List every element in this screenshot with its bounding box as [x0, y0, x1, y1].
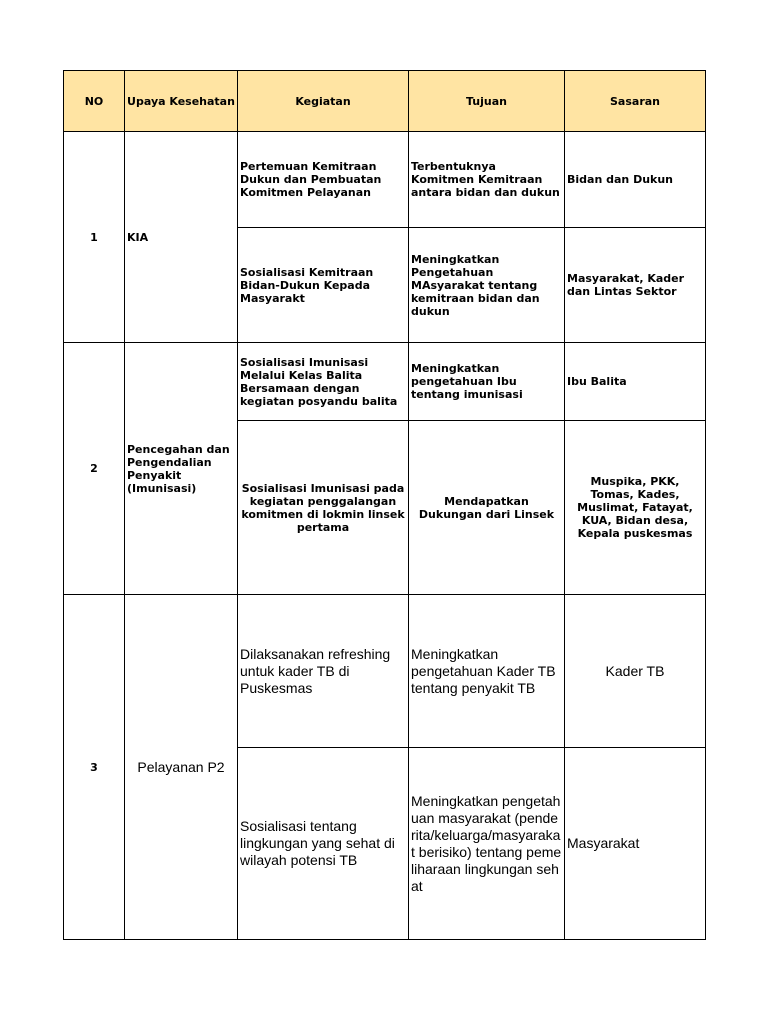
- header-no: NO: [64, 71, 125, 132]
- tujuan-cell: Meningkatkan Pengetahuan MAsyarakat tentang kemitraan bidan dan dukun: [409, 228, 565, 343]
- kegiatan-cell: Sosialisasi tentang lingkungan yang sehat di wilayah potensi TB: [238, 748, 409, 940]
- upaya-kesehatan-cell: KIA: [125, 132, 238, 343]
- tujuan-cell: Meningkatkan pengetahuan masyarakat (penderita/keluarga/masyarakat berisiko) tentang pemeliharaan lingkungan sehat: [409, 748, 565, 940]
- kegiatan-cell: Pertemuan Kemitraan Dukun dan Pembuatan Komitmen Pelayanan: [238, 132, 409, 228]
- sasaran-cell: Muspika, PKK, Tomas, Kades, Muslimat, Fatayat, KUA, Bidan desa, Kepala puskesmas: [565, 421, 706, 595]
- header-upaya-kesehatan: Upaya Kesehatan: [125, 71, 238, 132]
- row-number: 1: [64, 132, 125, 343]
- table-row: [64, 132, 706, 228]
- activity-table: [63, 70, 706, 940]
- header-row: [64, 71, 706, 132]
- header-tujuan: Tujuan: [409, 71, 565, 132]
- kegiatan-cell: Sosialisasi Kemitraan Bidan-Dukun Kepada Masyarakt: [238, 228, 409, 343]
- table-header: [64, 71, 706, 132]
- tujuan-cell: Terbentuknya Komitmen Kemitraan antara bidan dan dukun: [409, 132, 565, 228]
- header-kegiatan: Kegiatan: [238, 71, 409, 132]
- sasaran-cell: Masyarakat, Kader dan Lintas Sektor: [565, 228, 706, 343]
- sasaran-cell: Kader TB: [565, 595, 706, 748]
- sasaran-cell: Ibu Balita: [565, 343, 706, 421]
- upaya-kesehatan-cell: Pelayanan P2: [125, 595, 238, 940]
- kegiatan-cell: Sosialisasi Imunisasi Melalui Kelas Balita Bersamaan dengan kegiatan posyandu balita: [238, 343, 409, 421]
- kegiatan-cell: Dilaksanakan refreshing untuk kader TB di Puskesmas: [238, 595, 409, 748]
- tujuan-cell: Meningkatkan pengetahuan Kader TB tentang penyakit TB: [409, 595, 565, 748]
- sasaran-cell: Bidan dan Dukun: [565, 132, 706, 228]
- kegiatan-cell: Sosialisasi Imunisasi pada kegiatan penggalangan komitmen di lokmin linsek pertama: [238, 421, 409, 595]
- table-row: [64, 595, 706, 748]
- tujuan-cell: Mendapatkan Dukungan dari Linsek: [409, 421, 565, 595]
- table-body: [64, 132, 706, 940]
- upaya-kesehatan-cell: Pencegahan dan Pengendalian Penyakit (Imunisasi): [125, 343, 238, 595]
- row-number: 3: [64, 595, 125, 940]
- header-sasaran: Sasaran: [565, 71, 706, 132]
- sasaran-cell: Masyarakat: [565, 748, 706, 940]
- row-number: 2: [64, 343, 125, 595]
- tujuan-cell: Meningkatkan pengetahuan Ibu tentang imunisasi: [409, 343, 565, 421]
- table-row: [64, 343, 706, 421]
